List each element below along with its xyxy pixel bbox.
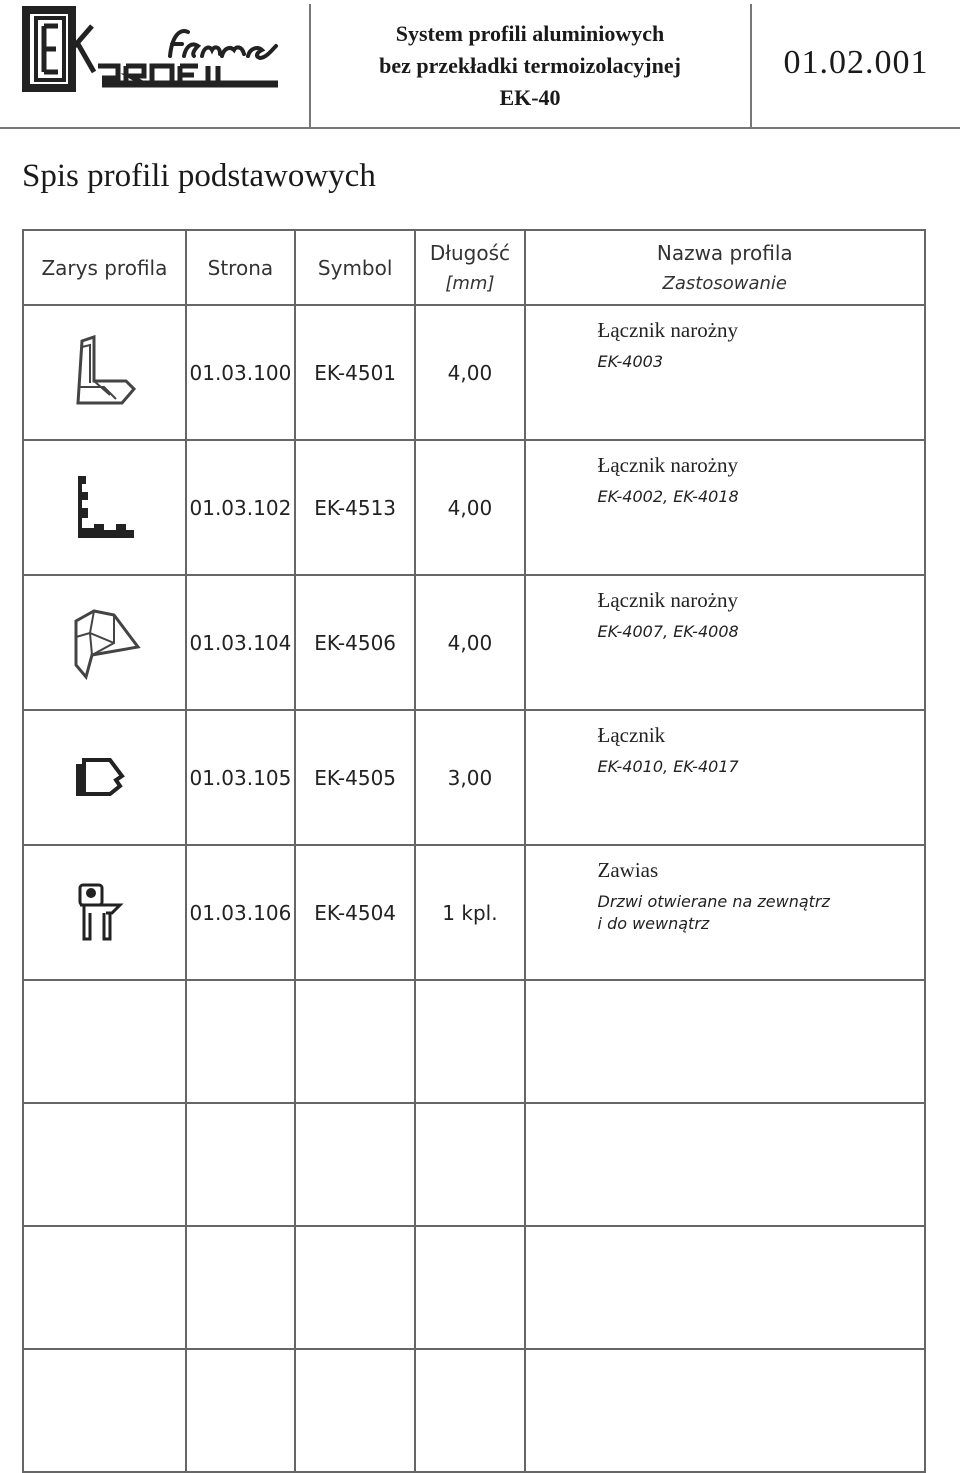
header-divider bbox=[309, 4, 311, 128]
corner-connector-profile-icon bbox=[64, 333, 144, 413]
angled-connector-profile-icon bbox=[64, 603, 144, 683]
table-header-row bbox=[23, 230, 925, 305]
system-title-line-1: System profili aluminiowych bbox=[395, 21, 665, 46]
column-header-outline: Zarys profila bbox=[23, 230, 186, 305]
application-line: EK-4010, EK-4017 bbox=[597, 757, 739, 776]
page-cell: 01.03.105 bbox=[186, 710, 295, 845]
empty-row bbox=[23, 980, 925, 1103]
page-cell: 01.03.106 bbox=[186, 845, 295, 980]
profile-outline-cell bbox=[23, 710, 186, 845]
profile-name: Łącznik narożny bbox=[597, 588, 739, 612]
column-header-name bbox=[525, 230, 925, 305]
page-title: Spis profili podstawowych bbox=[22, 158, 376, 194]
length-cell: 3,00 bbox=[415, 710, 524, 845]
profile-name-cell bbox=[525, 440, 925, 575]
header-rule bbox=[0, 127, 960, 129]
profile-name: Zawias bbox=[597, 858, 659, 882]
profile-application bbox=[598, 891, 924, 935]
length-cell: 4,00 bbox=[415, 305, 524, 440]
profile-application bbox=[598, 351, 924, 373]
connector-profile-icon bbox=[64, 738, 144, 818]
length-cell: 4,00 bbox=[415, 440, 524, 575]
empty-row bbox=[23, 1103, 925, 1226]
profile-name-cell bbox=[525, 305, 925, 440]
profile-application bbox=[598, 756, 924, 778]
profile-name-cell bbox=[525, 575, 925, 710]
column-header-name-label: Nazwa profila bbox=[656, 241, 793, 265]
profile-application bbox=[598, 621, 924, 643]
symbol-cell: EK-4513 bbox=[295, 440, 415, 575]
system-title-line-2: bez przekładki termoizolacyjnej bbox=[379, 53, 681, 78]
table-row bbox=[23, 845, 925, 980]
column-header-page: Strona bbox=[186, 230, 295, 305]
empty-row bbox=[23, 1226, 925, 1349]
profile-name: Łącznik narożny bbox=[597, 453, 739, 477]
profile-name: Łącznik narożny bbox=[597, 318, 739, 342]
length-cell: 4,00 bbox=[415, 575, 524, 710]
application-line: EK-4003 bbox=[597, 352, 664, 371]
symbol-cell: EK-4506 bbox=[295, 575, 415, 710]
table-row bbox=[23, 440, 925, 575]
hinge-profile-icon bbox=[64, 873, 144, 953]
profile-application bbox=[598, 486, 924, 508]
profile-name-cell bbox=[525, 710, 925, 845]
column-header-length-label: Długość bbox=[429, 241, 510, 265]
symbol-cell: EK-4501 bbox=[295, 305, 415, 440]
length-cell: 1 kpl. bbox=[415, 845, 524, 980]
empty-row bbox=[23, 1349, 925, 1472]
table-row bbox=[23, 575, 925, 710]
profile-outline-cell bbox=[23, 305, 186, 440]
profile-table bbox=[22, 229, 926, 1473]
application-line: EK-4007, EK-4008 bbox=[597, 622, 739, 641]
profile-name: Łącznik bbox=[597, 723, 666, 747]
system-title-line-3: EK-40 bbox=[499, 85, 561, 110]
profile-outline-cell bbox=[23, 575, 186, 710]
symbol-cell: EK-4504 bbox=[295, 845, 415, 980]
document-number: 01.02.001 bbox=[783, 44, 929, 81]
application-line: Drzwi otwierane na zewnątrz bbox=[597, 892, 830, 911]
table-row bbox=[23, 710, 925, 845]
profile-name-cell bbox=[525, 845, 925, 980]
column-header-length bbox=[415, 230, 524, 305]
column-header-symbol: Symbol bbox=[295, 230, 415, 305]
l-shaped-connector-profile-icon bbox=[64, 468, 144, 548]
symbol-cell: EK-4505 bbox=[295, 710, 415, 845]
page-cell: 01.03.100 bbox=[186, 305, 295, 440]
table-row bbox=[23, 305, 925, 440]
column-header-length-unit: [mm] bbox=[445, 273, 495, 294]
profile-outline-cell bbox=[23, 440, 186, 575]
application-line: EK-4002, EK-4018 bbox=[597, 487, 739, 506]
profile-outline-cell bbox=[23, 845, 186, 980]
page-cell: 01.03.102 bbox=[186, 440, 295, 575]
column-header-application: Zastosowanie bbox=[662, 273, 787, 294]
system-title bbox=[312, 18, 748, 114]
page-cell: 01.03.104 bbox=[186, 575, 295, 710]
document-header bbox=[0, 0, 960, 128]
application-line: i do wewnątrz bbox=[597, 914, 710, 933]
company-logo bbox=[22, 6, 287, 96]
